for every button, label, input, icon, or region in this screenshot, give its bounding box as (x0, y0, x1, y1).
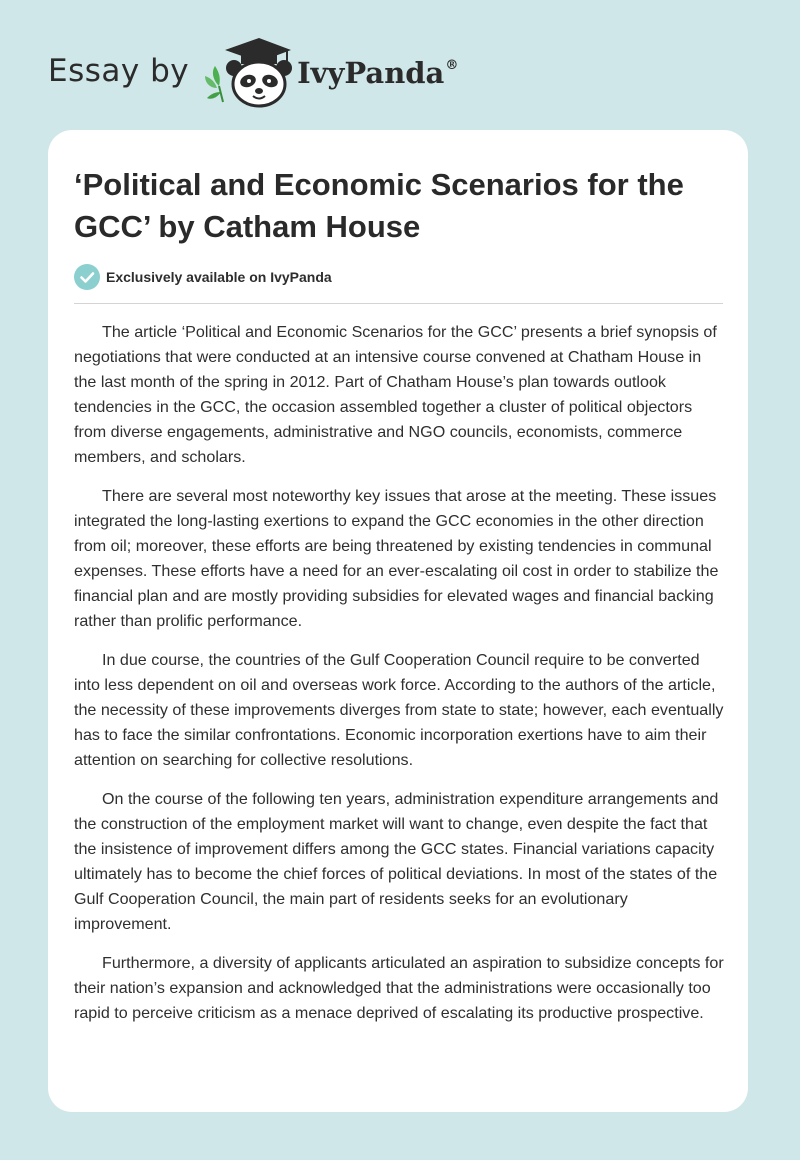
article-card (48, 130, 748, 1112)
article-paragraph: On the course of the following ten years, administration expenditure arrangements and the construction of the employment market will want to change, even despite the fact that the insistence of improvement differs among the GCC states. Financial variations capacity ultimately has to become the chief forces of political deviations. In most of the states of the Gulf Cooperation Council, the main part of residents seeks for an evolutionary improvement. (74, 790, 719, 933)
essay-by-label: Essay by (48, 53, 190, 89)
registered-mark: ® (445, 58, 459, 73)
site-header (48, 36, 458, 108)
exclusive-badge (74, 264, 332, 290)
panda-graduation-cap-logo-icon[interactable] (203, 36, 293, 108)
exclusive-badge-text: Exclusively available on IvyPanda (106, 269, 332, 285)
article-paragraph: Furthermore, a diversity of applicants articulated an aspiration to subsidize concepts for their nation’s expansion and acknowledged that the administrations were occasionally too rapid to perceive criticism as a menace deprived of escalating its productive prospective. (74, 954, 724, 1022)
brand-name (297, 56, 458, 90)
check-circle-icon (74, 264, 100, 290)
brand-name-text: IvyPanda (297, 56, 445, 90)
article-body (74, 320, 724, 1040)
article-paragraph: There are several most noteworthy key issues that arose at the meeting. These issues integrated the long-lasting exertions to expand the GCC economies in the other direction from oil; moreover, these efforts are being threatened by existing tendencies in communal expenses. These efforts have a need for an ever-escalating oil cost in order to stabilize the financial plan and are mostly providing subsidies for elevated wages and financial backing rather than prolific performance. (74, 487, 719, 630)
article-paragraph: The article ‘Political and Economic Scenarios for the GCC’ presents a brief synopsis of negotiations that were conducted at an intensive course convened at Chatham House in the last month of the spring in 2012. Part of Chatham House’s plan towards outlook tendencies in the GCC, the occasion assembled together a cluster of political objectors from diverse engagements, administrative and NGO councils, economists, commerce members, and scholars. (74, 323, 717, 466)
title-divider (74, 303, 723, 304)
article-paragraph: In due course, the countries of the Gulf Cooperation Council require to be converted into less dependent on oil and overseas work force. According to the authors of the article, the necessity of these improvements diverges from state to state; however, each eventually has to face the similar confrontations. Economic incorporation exertions have to aim their attention on searching for collective resolutions. (74, 651, 724, 769)
article-title: ‘Political and Economic Scenarios for the GCC’ by Catham House (74, 167, 684, 244)
